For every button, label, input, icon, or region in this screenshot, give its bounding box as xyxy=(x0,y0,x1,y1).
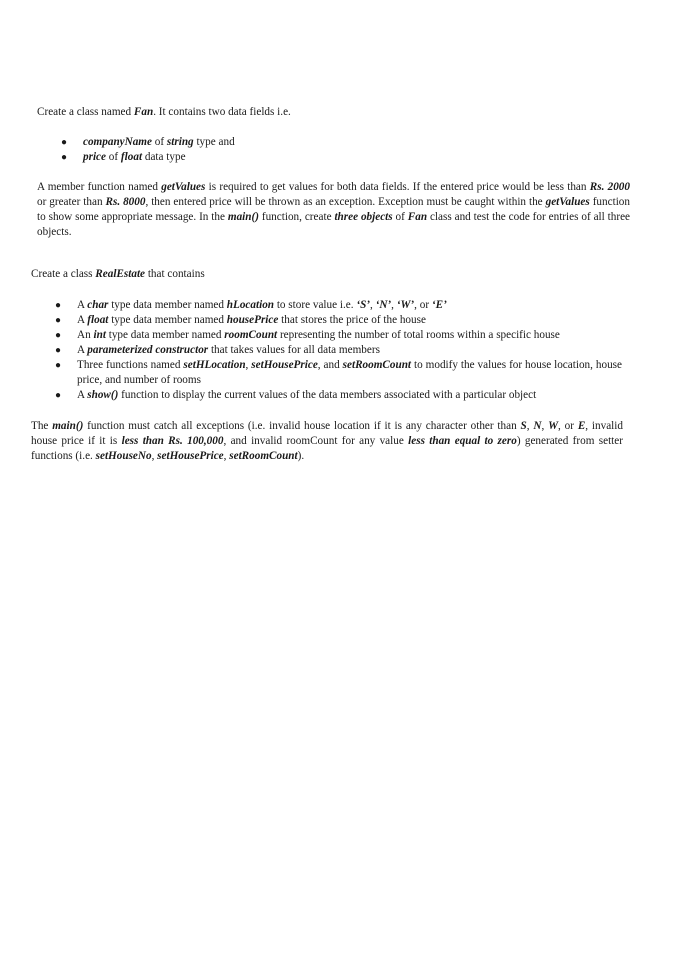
emphasis: hLocation xyxy=(226,299,275,311)
text: function to display the current values of the data members associated with a particular object xyxy=(118,389,537,401)
emphasis: housePrice xyxy=(226,314,279,326)
text: type data member named xyxy=(108,299,227,311)
emphasis: float xyxy=(87,314,109,326)
list-item xyxy=(55,313,622,328)
list-item xyxy=(55,388,622,403)
class-name-realestate: RealEstate xyxy=(95,268,146,280)
text: A xyxy=(77,314,88,326)
list-item xyxy=(61,150,623,165)
emphasis: char xyxy=(87,299,109,311)
text: , xyxy=(223,450,230,462)
bullet-icon: ● xyxy=(55,360,62,371)
text: , invalid house price if it is xyxy=(31,420,623,447)
emphasis: parameterized constructor xyxy=(87,344,209,356)
realestate-intro xyxy=(31,267,205,282)
emphasis: main() xyxy=(227,211,259,223)
text: function must catch all exceptions (i.e. invalid house location if it is any character other than xyxy=(83,420,521,432)
emphasis: ‘N’ xyxy=(375,299,392,311)
text: , xyxy=(541,420,549,432)
emphasis: Fan xyxy=(407,211,428,223)
text: , xyxy=(370,299,376,311)
bullet-icon: ● xyxy=(55,345,62,356)
list-item xyxy=(55,343,622,358)
emphasis: less than Rs. 100,000 xyxy=(121,435,224,447)
text: A xyxy=(77,344,88,356)
text: A xyxy=(77,299,88,311)
bullet-icon: ● xyxy=(61,152,68,163)
emphasis: W xyxy=(548,420,559,432)
list-item xyxy=(55,328,622,343)
bullet-icon: ● xyxy=(55,315,62,326)
text: A member function named xyxy=(37,181,162,193)
text: . It contains two data fields i.e. xyxy=(153,106,291,118)
text: data type xyxy=(142,151,186,163)
text: ) generated from setter functions (i.e. xyxy=(31,435,623,462)
text: Three functions named xyxy=(77,359,184,371)
text: Create a class named xyxy=(37,106,134,118)
text: of xyxy=(106,151,121,163)
emphasis: less than equal to zero xyxy=(408,435,517,447)
emphasis: setHousePrice xyxy=(251,359,318,371)
emphasis: setRoomCount xyxy=(229,450,298,462)
emphasis: setHLocation xyxy=(183,359,246,371)
text: to modify the values for house location, house price, and number of rooms xyxy=(77,359,622,386)
emphasis: show() xyxy=(87,389,119,401)
emphasis: main() xyxy=(52,420,84,432)
text: , and xyxy=(317,359,343,371)
bullet-icon: ● xyxy=(55,390,62,401)
type-name: string xyxy=(166,136,194,148)
realestate-members-list xyxy=(55,298,622,403)
text: that stores the price of the house xyxy=(278,314,426,326)
field-name: companyName xyxy=(83,136,152,148)
text: An xyxy=(77,329,94,341)
text: Create a class xyxy=(31,268,96,280)
realestate-main-description xyxy=(31,419,623,464)
list-item xyxy=(55,358,622,388)
bullet-icon: ● xyxy=(55,330,62,341)
emphasis: Rs. 2000 xyxy=(589,181,630,193)
emphasis: Rs. 8000 xyxy=(105,196,146,208)
emphasis: ‘E’ xyxy=(431,299,447,311)
text: that takes values for all data members xyxy=(208,344,380,356)
text: , or xyxy=(558,420,578,432)
class-name-fan: Fan xyxy=(133,106,154,118)
text: is required to get values for both data fields. If the entered price would be less than xyxy=(205,181,590,193)
text: type data member named xyxy=(105,329,225,341)
field-name: price xyxy=(83,151,106,163)
text: , then entered price will be thrown as an exception. Exception must be caught within the xyxy=(145,196,546,208)
text: class and test the code for entries of all three objects. xyxy=(37,211,631,238)
list-item xyxy=(61,135,623,150)
text: A xyxy=(77,389,88,401)
text: or greater than xyxy=(37,196,106,208)
emphasis: getValues xyxy=(545,196,590,208)
bullet-icon: ● xyxy=(61,137,68,148)
text: type data member named xyxy=(108,314,227,326)
text: , xyxy=(391,299,397,311)
text: of xyxy=(392,211,408,223)
text: ). xyxy=(297,450,305,462)
text: of xyxy=(151,136,167,148)
text: , xyxy=(245,359,252,371)
emphasis: setRoomCount xyxy=(342,359,412,371)
text: that contains xyxy=(145,268,205,280)
text: function, create xyxy=(258,211,335,223)
text: to store value i.e. xyxy=(274,299,357,311)
emphasis: setHouseNo xyxy=(95,450,152,462)
text: , or xyxy=(414,299,432,311)
emphasis: int xyxy=(93,329,106,341)
text: function to show some appropriate message. In the xyxy=(37,196,630,223)
text: , xyxy=(526,420,534,432)
text: The xyxy=(31,420,53,432)
emphasis: N xyxy=(533,420,542,432)
emphasis: E xyxy=(577,420,586,432)
fan-intro xyxy=(37,105,291,120)
emphasis: roomCount xyxy=(224,329,278,341)
bullet-icon: ● xyxy=(55,300,62,311)
type-name: float xyxy=(120,151,143,163)
text: , and invalid roomCount for any value xyxy=(223,435,409,447)
emphasis: ‘W’ xyxy=(396,299,415,311)
fan-fields-list xyxy=(61,135,623,165)
emphasis: three objects xyxy=(334,211,393,223)
emphasis: S xyxy=(520,420,527,432)
emphasis: setHousePrice xyxy=(157,450,224,462)
fan-description xyxy=(37,180,630,240)
list-item xyxy=(55,298,622,313)
text: representing the number of total rooms within a specific house xyxy=(277,329,560,341)
text: type and xyxy=(193,136,235,148)
text: , xyxy=(151,450,158,462)
emphasis: getValues xyxy=(161,181,206,193)
emphasis: ‘S’ xyxy=(356,299,371,311)
